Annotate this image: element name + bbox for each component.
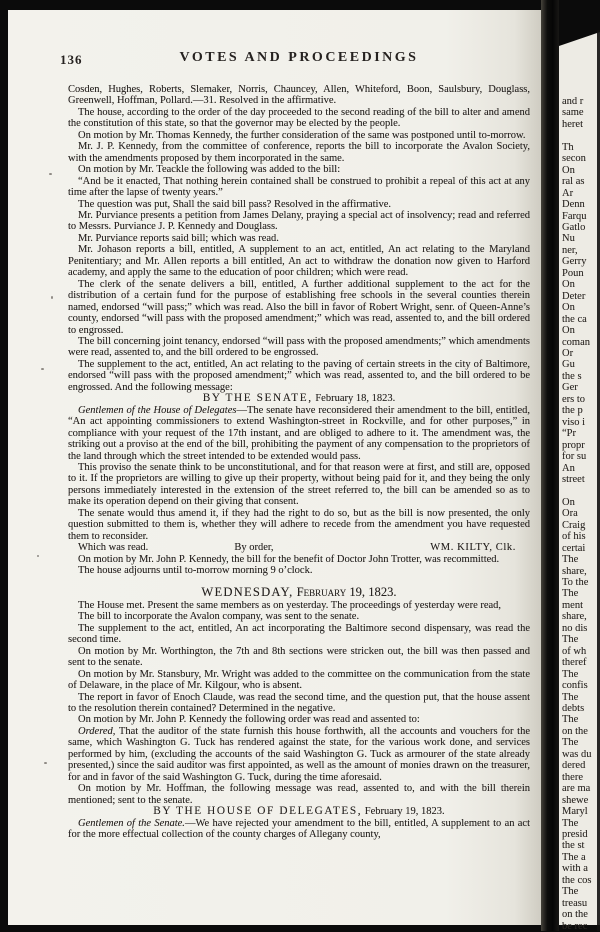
fragment-line: Deter: [562, 290, 586, 302]
paragraph-lead: Gentlemen of the House of Delegates: [78, 404, 237, 416]
paragraph-text: On motion by Mr. Stansbury, Mr. Wright was added to the committee on the communication from the state of Delaware, in the place of Mr. Kilgour, who is absent.: [68, 668, 530, 692]
paragraph-text: The question was put, Shall the said bill pass? Resolved in the affirmative.: [78, 198, 391, 210]
fragment-line: The: [562, 886, 579, 898]
fragment-line: dered: [562, 760, 586, 772]
clerk-signature: WM. KILTY, Clk.: [430, 542, 516, 554]
fragment-line: On: [562, 325, 575, 337]
fragment-line: To the: [562, 577, 589, 589]
paragraph: [68, 714, 530, 725]
paragraph-text: The House met. Present the same members as on yesterday. The proceedings of yesterday were read,: [78, 599, 502, 611]
paragraph: [68, 818, 530, 841]
fragment-line: Ar: [562, 187, 574, 199]
dateline-source: BY THE SENATE,: [202, 392, 313, 405]
fragment-line: street: [562, 473, 585, 485]
fragment-line: with a: [562, 863, 588, 875]
fragment-line: Gatlo: [562, 221, 586, 233]
paragraph-text: On motion by Mr. Thomas Kennedy, the further consideration of the same was postponed until to-morrow.: [78, 129, 526, 141]
paragraph-text: “And be it enacted, That nothing herein contained shall be construed to prohibit a repeal of this act at any time after the lapse of twenty years.”: [68, 175, 530, 199]
day-heading: [68, 587, 530, 598]
paragraph-text: On motion by Mr. John P. Kennedy the following order was read and assented to:: [78, 714, 420, 726]
fragment-line: On: [562, 164, 575, 176]
paragraph-text: Mr. J. P. Kennedy, from the committee of conference, reports the bill to incorporate the Avalon Society, with the amendments proposed by them incorporated in the same.: [68, 141, 530, 164]
paragraph: [68, 726, 530, 783]
fragment-line: on the: [562, 725, 588, 737]
fragment-line: “Pr: [562, 428, 576, 440]
fragment-line: Or: [562, 347, 574, 359]
fragment-line: Gu: [562, 359, 575, 371]
fragment-line: treasu: [562, 897, 588, 909]
fragment-line: share,: [562, 611, 587, 623]
fragment-line: for su: [562, 451, 587, 463]
clerk-attestation-row: [68, 542, 530, 553]
fragment-line: ner,: [562, 244, 578, 256]
ink-speck: [41, 368, 44, 370]
paragraph: [68, 646, 530, 669]
fragment-line: The: [562, 634, 579, 646]
fragment-line: Gerry: [562, 256, 587, 268]
paragraph: [68, 600, 530, 611]
paragraph: [68, 405, 530, 462]
fragment-line: theref: [562, 657, 587, 669]
paragraph-text: The senate would thus amend it, if they had the right to do so, but as the bill is now presented, the only question submitted to them is, whether they will adhere to recede from the amendment you have requested them to reconsider.: [68, 507, 530, 542]
ink-speck: [51, 296, 53, 299]
fragment-line: heret: [562, 118, 583, 130]
paragraph-text: The bill to incorporate the Avalon company, was sent to the senate.: [78, 611, 360, 623]
fragment-line: and r: [562, 96, 584, 107]
fragment-line: Denn: [562, 199, 585, 211]
paragraph-text: The bill concerning joint tenancy, endorsed “will pass with the proposed amendments;” which amendments were read, assented to, and the bill ordered to be engrossed.: [68, 335, 530, 359]
fragment-line: The: [562, 554, 579, 566]
paragraph-text: Cosden, Hughes, Roberts, Slemaker, Norris, Chauncey, Allen, Whiteford, Boon, Saulsbury, Douglass, Greenwell, Hoffman, Pollard.—31. Resolved in the affirmative.: [68, 84, 530, 107]
ink-speck: [37, 555, 39, 557]
paragraph-text: The report in favor of Enoch Claude, was read the second time, and the question put, that the house assent to the resolution therein contained? Determined in the negative.: [68, 691, 530, 715]
fragment-line: An: [562, 462, 575, 474]
paragraph-text: The house adjourns until to-morrow morning 9 o’clock.: [78, 565, 313, 577]
paragraph-text: Mr. Johason reports a bill, entitled, A supplement to an act, entitled, An act relating to the Maryland Penitentiary; and Mr. Allen reports a bill entitled, An act to withdraw the donation now given to Harford academy, and apply the same to the education of poor children; which were read.: [68, 244, 530, 279]
fragment-line: shewe: [562, 794, 589, 806]
ink-speck: [44, 762, 47, 764]
paragraph: [68, 244, 530, 278]
fragment-line: debts: [562, 703, 585, 715]
fragment-line: the cos: [562, 874, 592, 886]
fragment-line: Farqu: [562, 210, 587, 222]
left-page: [8, 10, 541, 925]
fragment-line: The: [562, 668, 579, 680]
day-name: WEDNESDAY,: [201, 585, 294, 600]
attestation-read: Which was read.: [78, 542, 149, 554]
fragment-line: Ger: [562, 382, 578, 394]
paragraph: [68, 623, 530, 646]
paragraph: [68, 462, 530, 508]
paragraph: [68, 176, 530, 199]
paragraph: [68, 565, 530, 576]
paragraph: [68, 692, 530, 715]
fragment-line: [562, 485, 600, 496]
paragraph-text: The house, according to the order of the day proceeded to the second reading of the bill to alter and amend the constitution of this state, so that the governor may be elected by the people.: [68, 106, 530, 130]
message-dateline: [68, 806, 530, 817]
fragment-line: the st: [562, 840, 585, 852]
fragment-line: secon: [562, 153, 586, 165]
fragment-line: be rec: [562, 920, 588, 932]
fragment-line: the ca: [562, 313, 587, 325]
paragraph-text: The clerk of the senate delivers a bill, entitled, A further additional supplement to the act for the distribution of a certain fund for the purpose of establishing free schools in the several counties therein named, endorsed “will pass;” which was read. Also the bill in favor of Robert Wright, senr. of Queen-Anne’s county, endorsed “will pass with the proposed amendment;” which was read, assented to, and the bill ordered to engrossed.: [68, 278, 530, 336]
fragment-line: are ma: [562, 783, 591, 795]
fragment-line: was du: [562, 748, 592, 760]
fragment-line: on the: [562, 909, 588, 921]
paragraph: [68, 279, 530, 336]
fragment-line: ment: [562, 599, 583, 611]
paragraph: [68, 233, 530, 244]
page-title: VOTES AND PROCEEDINGS: [179, 50, 419, 65]
fragment-line: Th: [562, 141, 574, 153]
paragraph-text: On motion by Mr. Teackle the following was added to the bill:: [78, 164, 341, 176]
fragment-line: propr: [562, 439, 585, 451]
dateline-date: February 19, 1823.: [362, 806, 445, 818]
paragraph: [68, 508, 530, 542]
paragraph-text: The supplement to the act, entitled, An act relating to the paving of certain streets in the city of Baltimore, endorsed “will pass with the proposed amendment;” which was read, assented to, and the bill ordered to be engrossed. And the following message:: [68, 358, 530, 393]
fragment-line: On: [562, 302, 575, 314]
paragraph-text: The supplement to the act, entitled, An act incorporating the Baltimore second dispensary, was read the second time.: [68, 622, 530, 646]
fragment-line: confis: [562, 680, 588, 692]
fragment-line: The: [562, 817, 579, 829]
fragment-line: The: [562, 588, 579, 600]
fragment-line: certai: [562, 542, 586, 554]
fragment-line: Craig: [562, 519, 586, 531]
paragraph-text: —The senate have reconsidered their amendment to the bill, entitled, “An act appointing commissioners to extend Washington-street in Rockville, and for other purposes,” in compliance with your request of the 17th instant, and are obliged to adhere to it. The amendment was, the striking out a proviso at the end of the bill, prohibiting the payment of any compensation to the proprietors of the land through which the street intended to be extended would pass.: [68, 404, 530, 462]
paragraph: [68, 130, 530, 141]
paragraph-text: Mr. Purviance presents a petition from James Delany, praying a special act of insolvency; read and referred to Messrs. Purviance J. P. Kennedy and Douglass.: [68, 209, 530, 233]
fragment-line: [562, 130, 600, 141]
page-number: 136: [60, 52, 83, 67]
fragment-line: coman: [562, 336, 590, 348]
fragment-line: On: [562, 279, 575, 291]
paragraph: [68, 141, 530, 164]
fragment-line: no dis: [562, 622, 588, 634]
paragraph: [68, 783, 530, 806]
attestation-order: By order,: [234, 542, 274, 554]
fragment-line: Ora: [562, 508, 578, 520]
fragment-line: same: [562, 107, 584, 119]
paragraph-text: On motion by Mr. John P. Kennedy, the bill for the benefit of Doctor John Trotter, was recommitted.: [78, 553, 500, 565]
fragment-line: of his: [562, 531, 586, 543]
fragment-line: The a: [562, 851, 586, 863]
paragraph: [68, 164, 530, 175]
fragment-line: The: [562, 714, 579, 726]
fragment-line: On: [562, 496, 575, 508]
fragment-line: ers to: [562, 393, 586, 405]
fragment-line: share,: [562, 565, 587, 577]
fragment-line: ral as: [562, 176, 585, 188]
fragment-line: The: [562, 691, 579, 703]
fragment-line: the p: [562, 405, 583, 417]
paragraph-text: This proviso the senate think to be unconstitutional, and for that reason were at first, and still are, opposed to it. If the proprietors are willing to give up their property, without being paid for it, and they being the only persons immediately interested in the extension of the street referred to, the bill can be amended so as to make its operation depend on their giving that consent.: [68, 461, 530, 508]
fragment-line: the s: [562, 370, 582, 382]
paragraph-text: On motion by Mr. Worthington, the 7th and 8th sections were stricken out, the bill was then passed and sent to the senate.: [68, 645, 530, 669]
paragraph: [68, 84, 530, 107]
paragraph: [68, 611, 530, 622]
paragraph-text: —We have rejected your amendment to the bill, entitled, A supplement to an act for the more effectual collection of the county charges of Allegany county,: [68, 817, 530, 840]
paragraph-text: Mr. Purviance reports said bill; which was read.: [78, 232, 279, 244]
dateline-date: February 18, 1823.: [312, 393, 396, 405]
ink-speck: [49, 173, 52, 175]
day-date: February 19, 1823.: [293, 585, 397, 600]
fragment-line: Poun: [562, 267, 584, 279]
book-gutter-shadow: [541, 0, 559, 931]
fragment-line: viso i: [562, 416, 586, 428]
paragraph: [68, 669, 530, 692]
fragment-line: The: [562, 737, 579, 749]
fragment-line: there: [562, 771, 583, 783]
paragraph-text: On motion by Mr. Hoffman, the following message was read, assented to, and with the bill therein mentioned; sent to the senate.: [68, 783, 530, 806]
paragraph-text: That the auditor of the state furnish this house forthwith, all the accounts and vouchers for the same, which Washington G. Tuck has rendered against the state, for the various work done, and services performed by him, (excluding the accounts of the said Washington G. Tuck as armourer of the state already presented,) since the said auditor was first appointed, as well as the amount of monies drawn on the treasurer, for and in favor of the said Washington G. Tuck, during the time aforesaid.: [68, 725, 530, 783]
paragraph: [68, 210, 530, 233]
paragraph: [68, 359, 530, 393]
message-dateline: [68, 393, 530, 404]
fragment-line: presid: [562, 829, 588, 840]
page-body: [68, 84, 530, 840]
adjacent-page-sliver: [559, 8, 600, 932]
fragment-line: Nu: [562, 233, 575, 245]
paragraph: [68, 107, 530, 130]
dateline-source: BY THE HOUSE OF DELEGATES,: [153, 805, 363, 818]
paragraph: [68, 336, 530, 359]
paragraph: [68, 199, 530, 210]
paragraph-lead: Ordered,: [78, 725, 116, 737]
paragraph: [68, 554, 530, 565]
fragment-line: of wh: [562, 645, 587, 657]
fragment-line: Maryl: [562, 806, 588, 818]
adjacent-page-text: [562, 96, 600, 932]
paragraph-lead: Gentlemen of the Senate.: [78, 817, 185, 829]
